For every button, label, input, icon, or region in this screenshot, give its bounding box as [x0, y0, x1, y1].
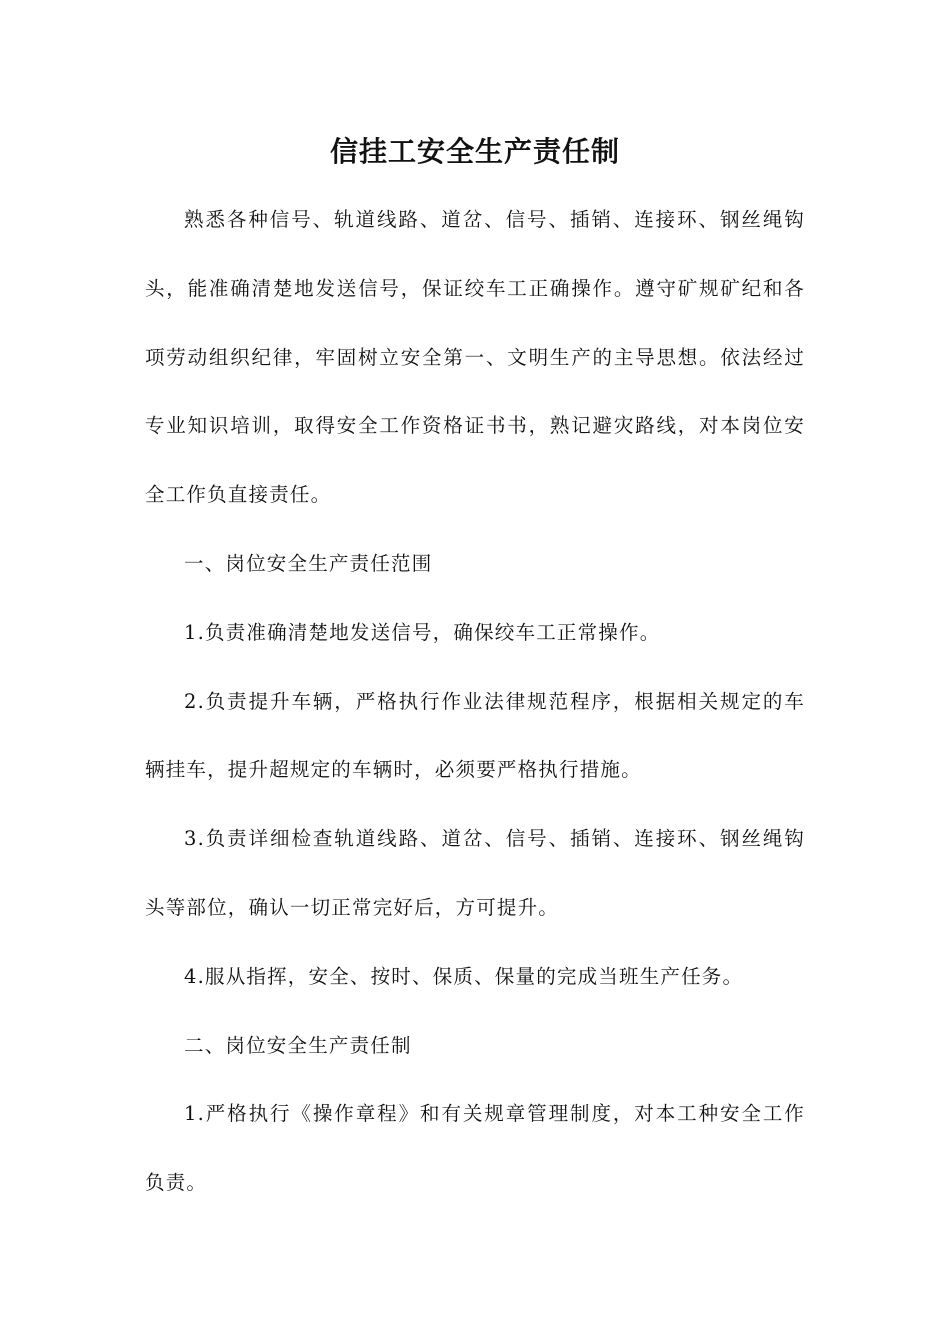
list-item: 1.负责准确清楚地发送信号，确保绞车工正常操作。 — [184, 620, 661, 644]
list-item: 2.负责提升车辆，严格执行作业法律规范程序，根据相关规定的车辆挂车，提升超规定的车辆时，必须要严格执行措施。 — [145, 689, 805, 782]
list-item: 3.负责详细检查轨道线路、道岔、信号、插销、连接环、钢丝绳钩头等部位，确认一切正常完好后，方可提升。 — [145, 827, 805, 919]
section-heading-responsibility-scope: 一、岗位安全生产责任范围 — [184, 551, 433, 575]
document-body — [145, 186, 805, 1218]
document-title: 信挂工安全生产责任制 — [329, 135, 620, 168]
list-item: 4.服从指挥，安全、按时、保质、保量的完成当班生产任务。 — [184, 964, 744, 988]
list-item: 1.严格执行《操作章程》和有关规章管理制度，对本工种安全工作负责。 — [145, 1102, 805, 1195]
intro-paragraph: 熟悉各种信号、轨道线路、道岔、信号、插销、连接环、钢丝绳钩头，能准确清楚地发送信号，保证绞车工正确操作。遵守矿规矿纪和各项劳动组织纪律，牢固树立安全第一、文明生产的主导思想。依法经过专业知识培训，取得安全工作资格证书书，熟记避灾路线，对本岗位安全工作负直接责任。 — [145, 208, 805, 507]
section-heading-responsibility-system: 二、岗位安全生产责任制 — [184, 1033, 412, 1057]
